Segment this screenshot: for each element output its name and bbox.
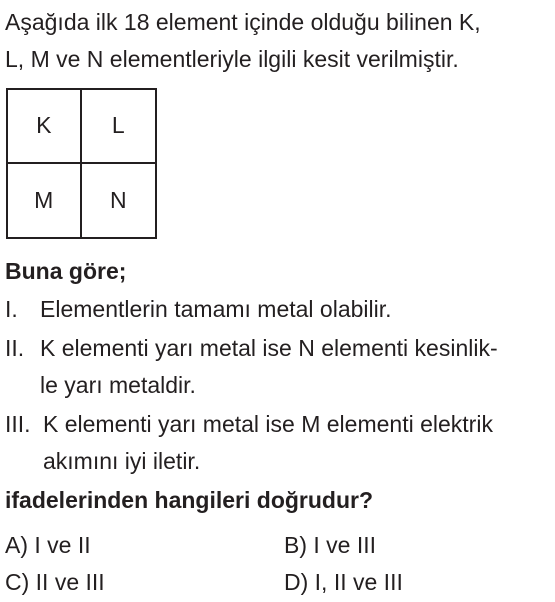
statement-1-text: Elementlerin tamamı metal olabilir. [40,296,392,322]
statement-2-text-continued: le yarı metaldir. [40,372,196,398]
intro-line-1: Aşağıda ilk 18 element içinde olduğu bilinen K, [5,9,481,35]
question-ask: ifadelerinden hangileri doğrudur? [5,487,374,513]
option-a[interactable]: A) I ve II [5,532,91,558]
option-c[interactable]: C) II ve III [5,569,105,595]
statement-3-text-continued: akımını iyi iletir. [43,448,201,474]
statement-2-text: K elementi yarı metal ise N elementi kesinlik- [40,335,498,361]
grid-cell-m: M [8,164,82,238]
prompt-heading: Buna göre; [5,258,127,284]
grid-cell-l: L [82,90,156,164]
option-b[interactable]: B) I ve III [284,532,377,558]
intro-line-2: L, M ve N elementleriyle ilgili kesit verilmiştir. [5,46,459,72]
element-grid [6,88,157,239]
option-d[interactable]: D) I, II ve III [284,569,403,595]
statement-1-number: I. [5,296,18,322]
statement-2-number: II. [5,335,25,361]
statement-3-text: K elementi yarı metal ise M elementi elektrik [43,411,493,437]
grid-cell-k: K [8,90,82,164]
statement-3-number: III. [5,411,31,437]
grid-cell-n: N [109,186,127,213]
